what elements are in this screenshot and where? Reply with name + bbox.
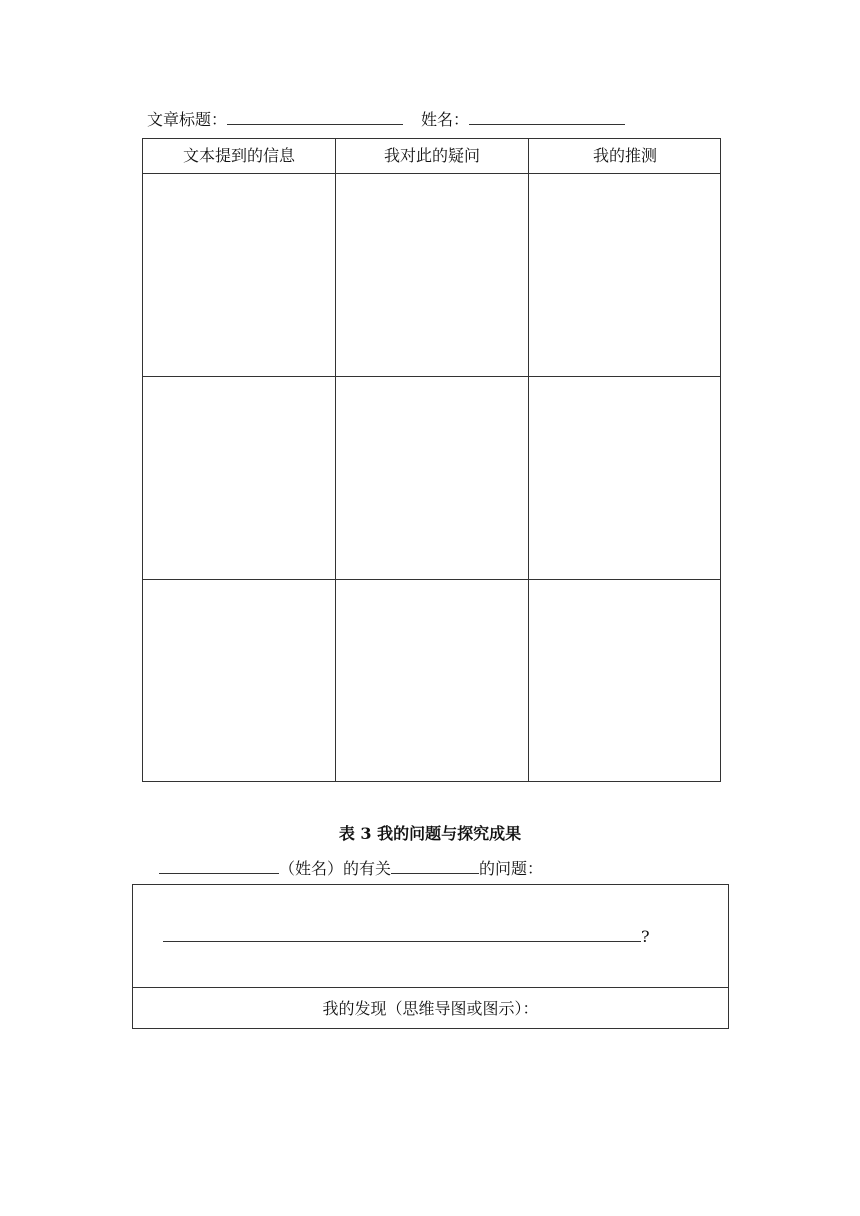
table3-caption: 表 3 我的问题与探究成果 (338, 824, 522, 843)
article-header-line (147, 110, 625, 130)
table-cell[interactable] (143, 174, 335, 376)
question-field[interactable] (163, 927, 641, 942)
name-label: 姓名： (421, 110, 470, 129)
discovery-label: 我的发现（思维导图或图示）： (322, 999, 539, 1018)
intro-question-label: 的问题： (479, 859, 544, 878)
table-cell[interactable] (143, 580, 335, 781)
column-header-guess: 我的推测 (592, 146, 657, 165)
question-mark: ? (641, 927, 650, 946)
table-cell[interactable] (336, 580, 528, 781)
question-line (163, 927, 650, 947)
name-field[interactable] (469, 110, 625, 125)
table-cell[interactable] (529, 377, 720, 579)
student-name-field[interactable] (159, 859, 279, 874)
table-cell[interactable] (143, 377, 335, 579)
table-cell[interactable] (529, 580, 720, 781)
article-title-field[interactable] (227, 110, 403, 125)
topic-field[interactable] (391, 859, 479, 874)
question-intro-line (159, 859, 543, 879)
table-cell[interactable] (336, 377, 528, 579)
table-cell[interactable] (336, 174, 528, 376)
article-title-label: 文章标题： (147, 110, 228, 129)
column-header-question: 我对此的疑问 (383, 146, 480, 165)
row-divider (133, 987, 728, 988)
column-header-info: 文本提到的信息 (182, 146, 295, 165)
intro-name-label: （姓名）的有关 (279, 859, 392, 878)
info-question-guess-table (142, 138, 721, 782)
question-discovery-table (132, 884, 729, 1029)
table-cell[interactable] (529, 174, 720, 376)
